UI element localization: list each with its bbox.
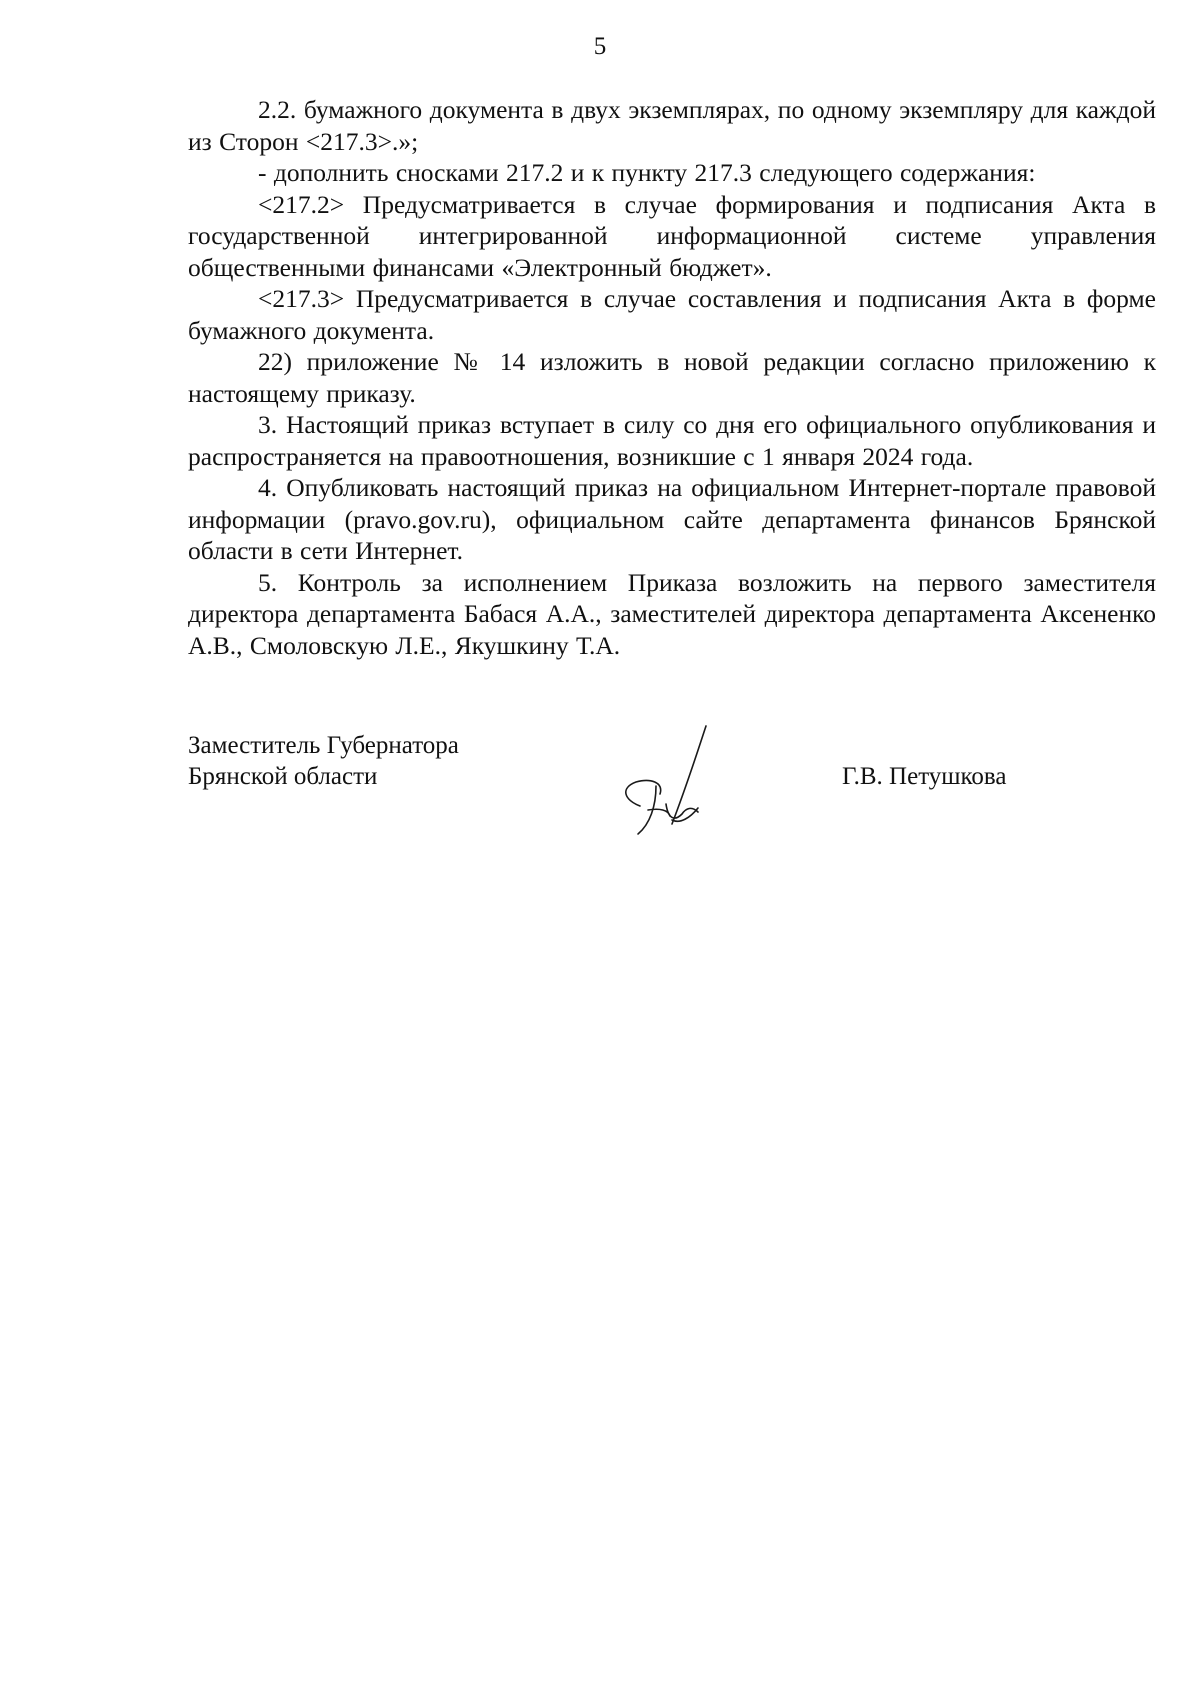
signer-title	[188, 730, 459, 792]
paragraph-item-3: 3. Настоящий приказ вступает в силу со дня его официального опубликования и распространяется на правоотношения, возникшие с 1 января 2024 года.	[188, 410, 1156, 471]
paragraph-footnote-217-2: <217.2> Предусматривается в случае формирования и подписания Акта в государственной интегрированной информационной системе управления общественными финансами «Электронный бюджет».	[188, 189, 1156, 282]
paragraph-2-2: 2.2. бумажного документа в двух экземплярах, по одному экземпляру для каждой из Сторон <217.3>.»;	[188, 95, 1156, 156]
document-body	[188, 94, 1156, 661]
paragraph-item-22: 22) приложение № 14 изложить в новой редакции согласно приложению к настоящему приказу.	[188, 347, 1156, 408]
handwritten-signature	[610, 720, 720, 840]
signature-block	[0, 730, 1200, 870]
page-number: 5	[593, 33, 607, 60]
paragraph-item-5: 5. Контроль за исполнением Приказа возложить на первого заместителя директора департамента Бабася А.А., заместителей директора департамента Аксененко А.В., Смоловскую Л.Е., Якушкину Т.А.	[188, 567, 1156, 660]
signer-title-line-1: Заместитель Губернатора	[188, 732, 459, 759]
paragraph-footnote-217-3: <217.3> Предусматривается в случае составления и подписания Акта в форме бумажного документа.	[188, 284, 1156, 345]
signer-title-line-2: Брянской области	[188, 763, 378, 790]
paragraph-item-4: 4. Опубликовать настоящий приказ на официальном Интернет-портале правовой информации (pravo.gov.ru), официальном сайте департамента финансов Брянской области в сети Интернет.	[188, 473, 1156, 565]
paragraph-footnote-intro: - дополнить сносками 217.2 и к пункту 217.3 следующего содержания:	[258, 158, 1036, 187]
signer-name: Г.В. Петушкова	[842, 763, 1007, 790]
